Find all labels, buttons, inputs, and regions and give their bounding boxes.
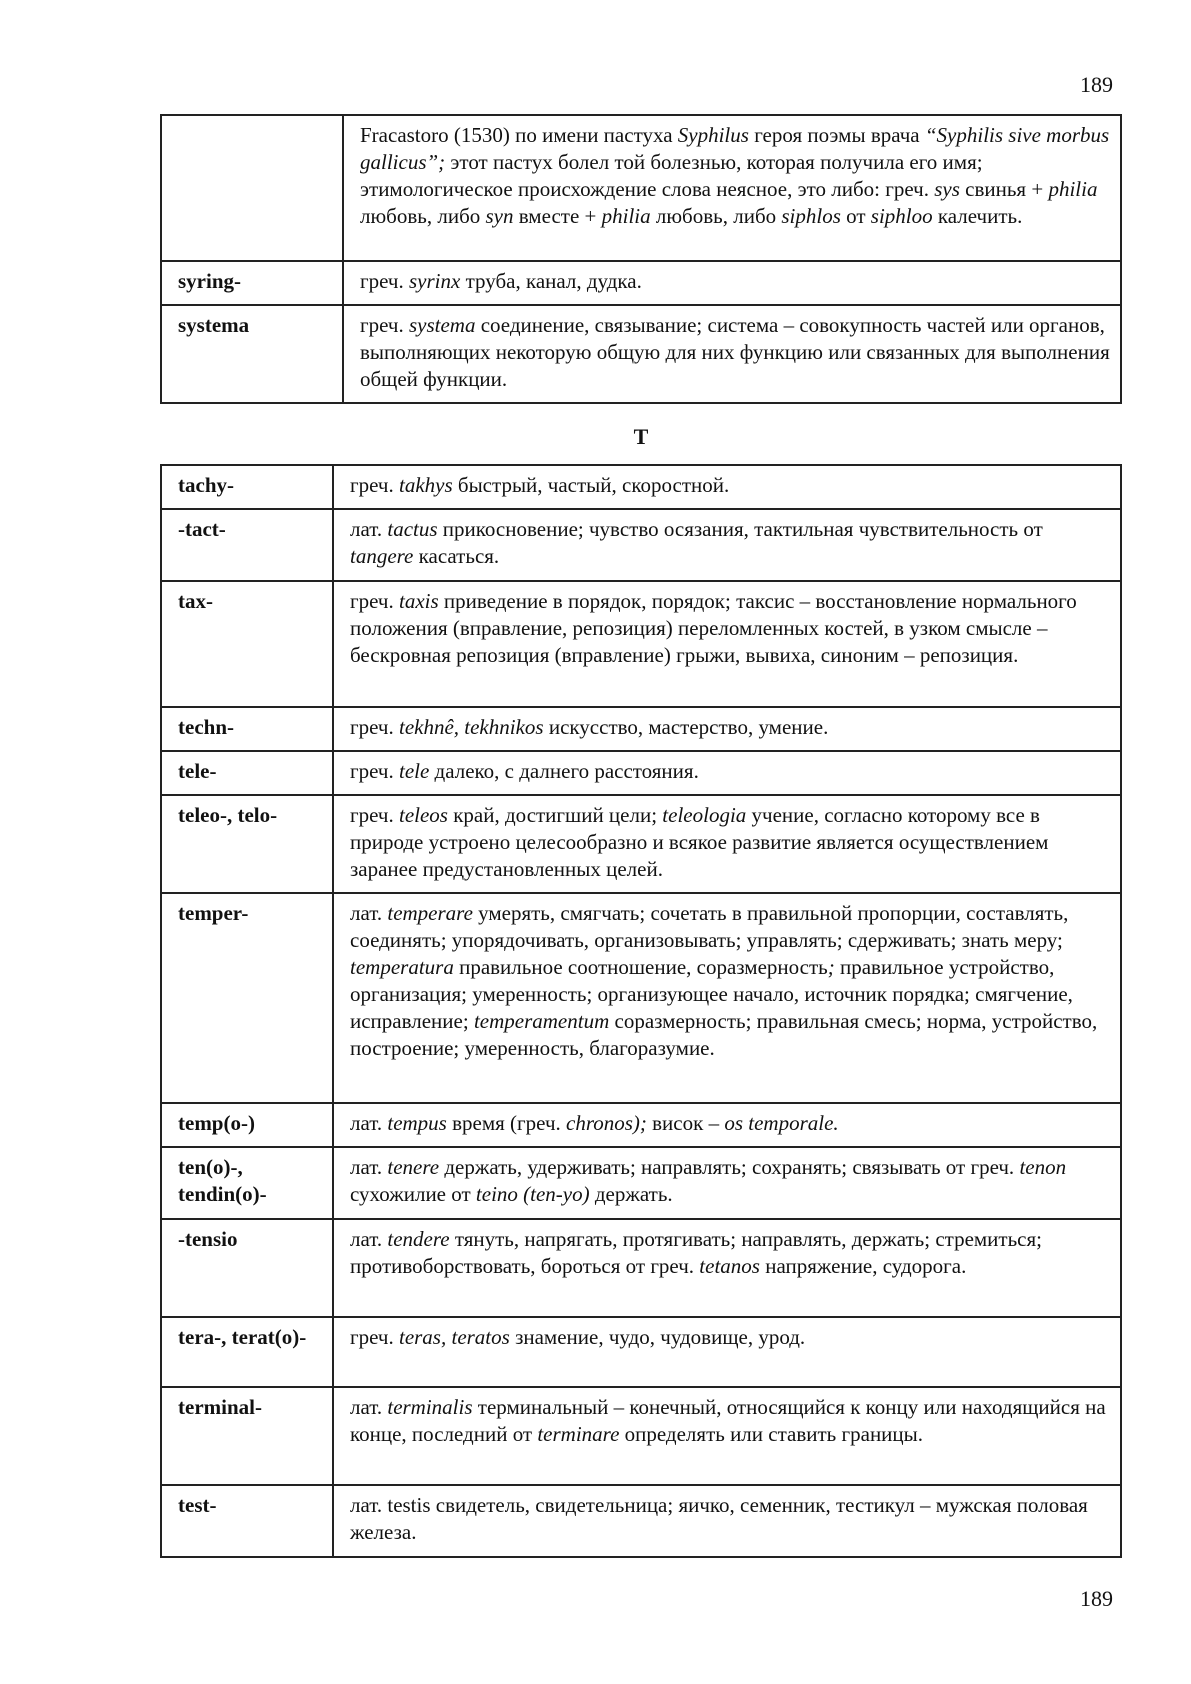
glossary-row [161, 1317, 1121, 1387]
glossary-row [161, 1485, 1121, 1557]
glossary-row [161, 305, 1121, 403]
definition-cell: греч. systema соединение, связывание; система – совокупность частей или органов, выполняющих некоторую общую для них функцию или связанных для выполнения общей функции. [343, 305, 1121, 403]
term-cell: temp(o-) [161, 1103, 333, 1147]
definition-cell: лат. tactus прикосновение; чувство осязания, тактильная чувствительность от tangere касаться. [333, 509, 1121, 581]
definition-cell: Fracastoro (1530) по имени пастуха Syphilus героя поэмы врача “Syphilis sive morbus gallicus”; этот пастух болел той болезнью, которая получила его имя; этимологическое происхождение слова неясное, это либо: греч. sys свинья + philia любовь, либо syn вместе + philia любовь, либо siphlos от siphloo калечить. [343, 115, 1121, 261]
glossary-table-t [160, 464, 1122, 1558]
term-cell: syring- [161, 261, 343, 305]
definition-cell: греч. syrinx труба, канал, дудка. [343, 261, 1121, 305]
term-cell: temper- [161, 893, 333, 1103]
term-cell: -tensio [161, 1219, 333, 1317]
glossary-row [161, 1219, 1121, 1317]
glossary-table-s [160, 114, 1122, 404]
definition-cell: греч. tekhnê, tekhnikos искусство, мастерство, умение. [333, 707, 1121, 751]
glossary-row [161, 1147, 1121, 1219]
definition-cell: греч. taxis приведение в порядок, порядок; таксис – восстановление нормального положения (вправление, репозиция) переломленных костей, в узком смысле – бескровная репозиция (вправление) грыжи, вывиха, синоним – репозиция. [333, 581, 1121, 707]
glossary-row [161, 893, 1121, 1103]
glossary-row [161, 1387, 1121, 1485]
definition-cell: лат. tenere держать, удерживать; направлять; сохранять; связывать от греч. tenon сухожилие от teino (ten-yo) держать. [333, 1147, 1121, 1219]
term-cell: tera-, terat(o)- [161, 1317, 333, 1387]
definition-cell: лат. terminalis терминальный – конечный, относящийся к концу или находящийся на конце, последний от terminare определять или ставить границы. [333, 1387, 1121, 1485]
definition-cell: лат. tempus время (греч. chronos); висок – os temporale. [333, 1103, 1121, 1147]
glossary-row [161, 261, 1121, 305]
glossary-row [161, 707, 1121, 751]
glossary-row [161, 581, 1121, 707]
term-cell: tax- [161, 581, 333, 707]
glossary-row [161, 509, 1121, 581]
glossary-row [161, 465, 1121, 509]
definition-cell: греч. teleos край, достигший цели; teleologia учение, согласно которому все в природе устроено целесообразно и всякое развитие является осуществлением заранее предустановленных целей. [333, 795, 1121, 893]
term-cell: teleo-, telo- [161, 795, 333, 893]
definition-cell: лат. tendere тянуть, напрягать, протягивать; направлять, держать; стремиться; противоборствовать, бороться от греч. tetanos напряжение, судорога. [333, 1219, 1121, 1317]
definition-cell: греч. tele далеко, с далнего расстояния. [333, 751, 1121, 795]
term-cell: techn- [161, 707, 333, 751]
definition-cell: греч. takhys быстрый, частый, скоростной. [333, 465, 1121, 509]
term-cell: terminal- [161, 1387, 333, 1485]
glossary-row [161, 795, 1121, 893]
glossary-row [161, 1103, 1121, 1147]
term-cell: tele- [161, 751, 333, 795]
page-number-bottom: 189 [1080, 1586, 1113, 1611]
term-cell: systema [161, 305, 343, 403]
term-cell: -tact- [161, 509, 333, 581]
term-cell: tachy- [161, 465, 333, 509]
definition-cell: лат. temperare умерять, смягчать; сочетать в правильной пропорции, составлять, соединять; упорядочивать, организовывать; управлять; сдерживать; знать меру; temperatura правильное соотношение, соразмерность; правильное устройство, организация; умеренность; организующее начало, источник порядка; смягчение, исправление; temperamentum соразмерность; правильная смесь; норма, устройство, построение; умеренность, благоразумие. [333, 893, 1121, 1103]
definition-cell: греч. teras, teratos знамение, чудо, чудовище, урод. [333, 1317, 1121, 1387]
section-letter-heading: T [633, 424, 649, 449]
term-cell [161, 115, 343, 261]
term-cell: test- [161, 1485, 333, 1557]
glossary-row [161, 751, 1121, 795]
glossary-row [161, 115, 1121, 261]
definition-cell: лат. testis свидетель, свидетельница; яичко, семенник, тестикул – мужская половая железа. [333, 1485, 1121, 1557]
page-number-top: 189 [1080, 72, 1113, 97]
term-cell: ten(o)-, tendin(o)- [161, 1147, 333, 1219]
